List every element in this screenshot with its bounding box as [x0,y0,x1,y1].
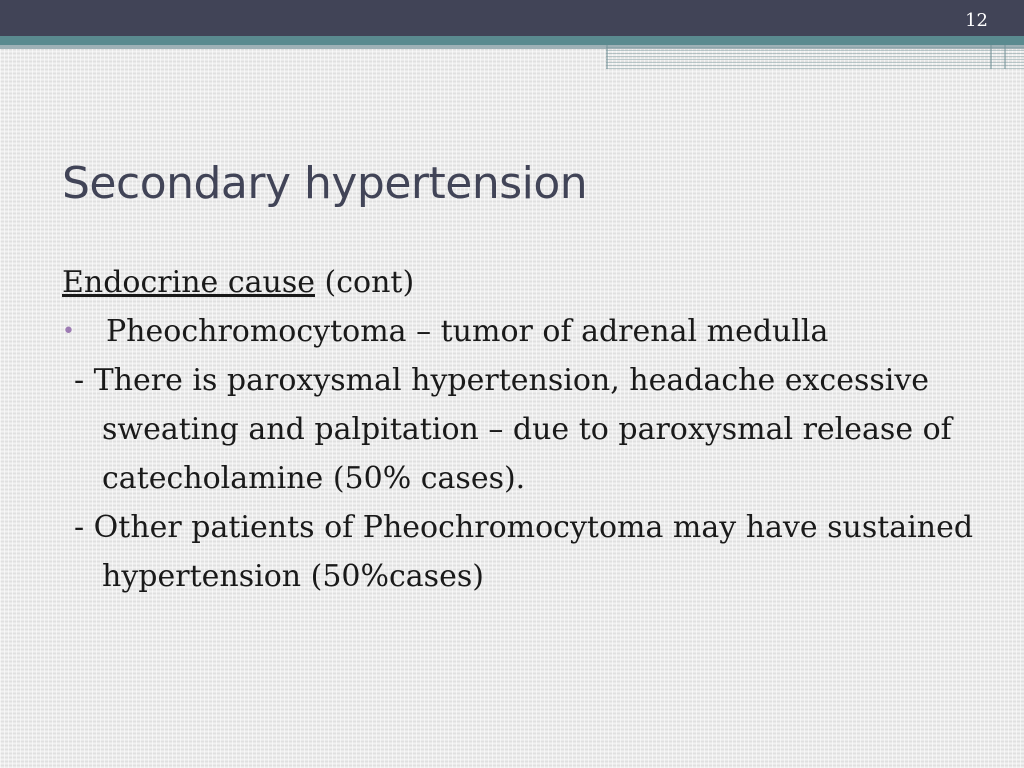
slide-content [62,258,982,601]
decorative-rule [606,45,608,69]
dash-item: - There is paroxysmal hypertension, headache excessive sweating and palpitation – due to paroxysmal release of catecholamine (50% cases). [74,363,952,496]
header-band [0,0,1024,36]
bullet-item [62,307,982,356]
dash-item: - Other patients of Pheochromocytoma may have sustained hypertension (50%cases) [74,510,974,594]
decorative-rule [990,45,992,69]
bullet-item-text: Pheochromocytoma – tumor of adrenal medulla [106,314,829,349]
decorative-lines [606,45,1024,69]
bullet-icon: • [62,319,75,344]
section-heading-suffix: (cont) [315,265,415,300]
decorative-rule [1004,45,1006,69]
slide-title: Secondary hypertension [62,158,588,209]
slide-number: 12 [965,10,988,31]
section-heading [62,258,982,307]
section-heading-underlined: Endocrine cause [62,265,315,300]
accent-stripe [0,36,1024,45]
